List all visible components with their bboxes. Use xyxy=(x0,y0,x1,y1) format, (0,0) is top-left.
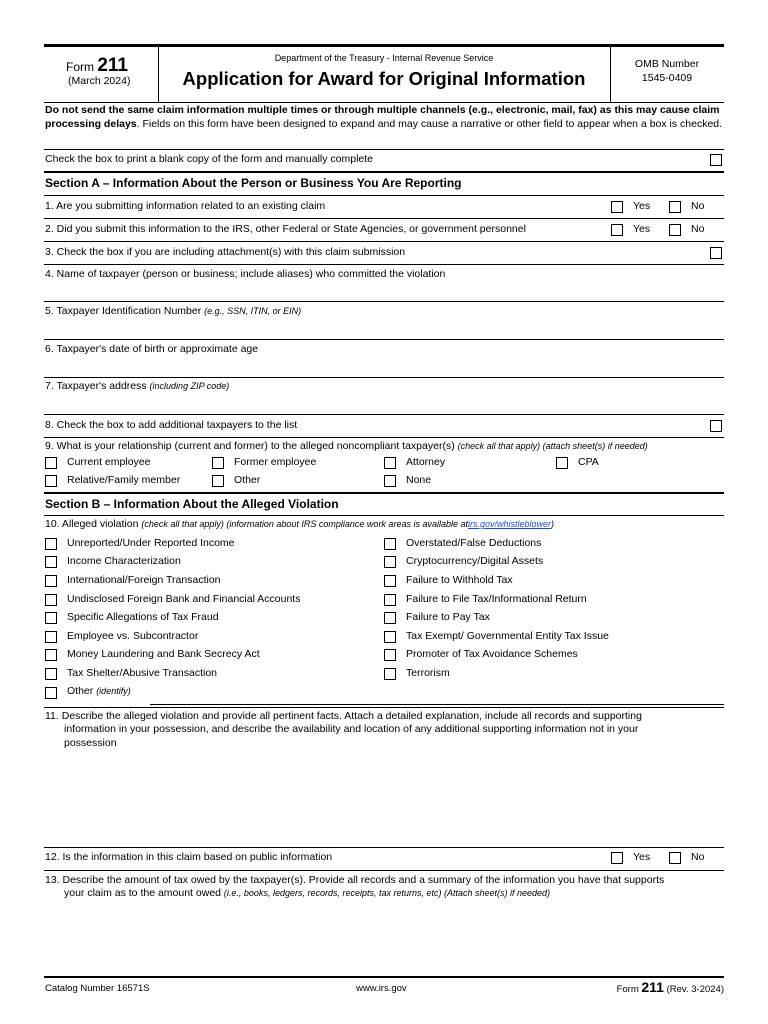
q12-yes-checkbox[interactable] xyxy=(611,852,623,864)
violation-left-label: Income Characterization xyxy=(67,555,181,567)
rule xyxy=(44,437,724,438)
rel-former-employee-checkbox[interactable] xyxy=(212,457,224,469)
rule xyxy=(44,515,724,516)
footer-rev: (Rev. 3-2024) xyxy=(666,984,724,995)
rule xyxy=(44,492,724,494)
rel-attorney-checkbox[interactable] xyxy=(384,457,396,469)
q5-label xyxy=(45,305,301,318)
violation-right-checkbox[interactable] xyxy=(384,649,396,661)
rel-relative-checkbox[interactable] xyxy=(45,475,57,487)
q11-description-field[interactable] xyxy=(44,752,724,846)
rule xyxy=(44,149,724,150)
header-divider-left xyxy=(158,46,159,102)
violation-other-field[interactable] xyxy=(150,704,724,705)
footer-form-word: Form xyxy=(616,984,639,995)
violation-right-label: Failure to Withhold Tax xyxy=(406,574,513,586)
q12-label: 12. Is the information in this claim based on public information xyxy=(45,851,333,863)
violation-left-label: Unreported/Under Reported Income xyxy=(67,537,235,549)
q1-no-checkbox[interactable] xyxy=(669,201,681,213)
notice-bold: Do not send the same claim information multiple times or through multiple channels (e.g., electronic, mail, fax) as this may cause claim processing delays xyxy=(45,104,720,130)
catalog-number: Catalog Number 16571S xyxy=(45,983,150,994)
q7-hint: (including ZIP code) xyxy=(149,381,230,391)
rule xyxy=(44,870,724,871)
agency-name: Department of the Treasury - Internal Revenue Service xyxy=(274,53,494,63)
header-bottom-rule xyxy=(44,102,724,103)
violation-right-checkbox[interactable] xyxy=(384,575,396,587)
violation-right-label: Cryptocurrency/Digital Assets xyxy=(406,555,544,567)
q1-label: 1. Are you submitting information related to an existing claim xyxy=(45,200,326,212)
q11-line2: information in your possession, and describe the availability and location of any additional supporting information not in your xyxy=(64,723,639,735)
violation-right-label: Failure to Pay Tax xyxy=(406,611,490,623)
q11-line3: possession xyxy=(64,737,117,749)
rel-current-employee-checkbox[interactable] xyxy=(45,457,57,469)
rel-none-label: None xyxy=(406,474,432,486)
q4-label: 4. Name of taxpayer (person or business; include aliases) who committed the violation xyxy=(45,268,446,280)
q8-add-taxpayers-checkbox[interactable] xyxy=(710,420,722,432)
q9-text: 9. What is your relationship (current and former) to the alleged noncompliant taxpayer(s) xyxy=(45,440,455,452)
footer-rule xyxy=(44,976,724,978)
violation-other-label xyxy=(67,685,131,698)
blank-copy-label: Check the box to print a blank copy of the form and manually complete xyxy=(45,153,374,165)
rel-relative-label: Relative/Family member xyxy=(67,474,181,486)
violation-right-label: Promoter of Tax Avoidance Schemes xyxy=(406,648,578,660)
rule xyxy=(44,218,724,219)
violation-right-checkbox[interactable] xyxy=(384,594,396,606)
q1-yes-label: Yes xyxy=(633,200,651,212)
form-word: Form xyxy=(66,60,94,74)
q1-yes-checkbox[interactable] xyxy=(611,201,623,213)
form-id xyxy=(66,55,128,77)
violation-left-label: Tax Shelter/Abusive Transaction xyxy=(67,667,217,679)
violation-left-checkbox[interactable] xyxy=(45,594,57,606)
violation-right-checkbox[interactable] xyxy=(384,668,396,680)
q13-line2 xyxy=(64,887,550,900)
violation-right-checkbox[interactable] xyxy=(384,556,396,568)
q8-label: 8. Check the box to add additional taxpayers to the list xyxy=(45,419,298,431)
q10-close: ) xyxy=(551,519,555,529)
violation-right-label: Tax Exempt/ Governmental Entity Tax Issue xyxy=(406,630,609,642)
q2-yes-label: Yes xyxy=(633,223,651,235)
omb-number: 1545-0409 xyxy=(641,72,693,84)
section-b-title: Section B – Information About the Alleged Violation xyxy=(45,497,339,511)
omb-label: OMB Number xyxy=(634,58,700,70)
footer-form-number: 211 xyxy=(641,979,664,995)
q10-text: 10. Alleged violation xyxy=(45,518,139,530)
q9-hint: (check all that apply) (attach sheet(s) if needed) xyxy=(457,441,648,451)
violation-right-checkbox[interactable] xyxy=(384,631,396,643)
q11-line1: 11. Describe the alleged violation and provide all pertinent facts. Attach a detailed explanation, include all records and supporting xyxy=(45,710,642,722)
rel-other-checkbox[interactable] xyxy=(212,475,224,487)
q13-amount-field[interactable] xyxy=(44,902,724,974)
form-date: (March 2024) xyxy=(68,75,131,87)
violation-right-checkbox[interactable] xyxy=(384,538,396,550)
q6-dob-field[interactable] xyxy=(44,377,724,378)
violation-left-checkbox[interactable] xyxy=(45,556,57,568)
rel-current-employee-label: Current employee xyxy=(67,456,151,468)
form-number: 211 xyxy=(97,55,128,76)
header-divider-right xyxy=(610,46,611,102)
q7-address-field[interactable] xyxy=(44,414,724,415)
rule xyxy=(44,241,724,242)
q9-label xyxy=(45,440,648,453)
rel-attorney-label: Attorney xyxy=(406,456,446,468)
rule xyxy=(44,707,724,708)
q3-attachment-checkbox[interactable] xyxy=(710,247,722,259)
form-title: Application for Award for Original Information xyxy=(182,68,586,89)
footer-form-id xyxy=(617,979,724,995)
violation-left-label: International/Foreign Transaction xyxy=(67,574,221,586)
section-a-title: Section A – Information About the Person or Business You Are Reporting xyxy=(45,176,462,190)
q2-no-checkbox[interactable] xyxy=(669,224,681,236)
other-text: Other xyxy=(67,685,94,697)
q10-label xyxy=(45,518,554,531)
q12-yes-label: Yes xyxy=(633,851,651,863)
notice-rest: . Fields on this form have been designed to expand and may cause a narrative or other field to appear when a box is checked. xyxy=(136,117,723,130)
violation-left-checkbox[interactable] xyxy=(45,668,57,680)
rule xyxy=(44,171,724,173)
violation-left-checkbox[interactable] xyxy=(45,631,57,643)
rel-cpa-checkbox[interactable] xyxy=(556,457,568,469)
rel-other-label: Other xyxy=(234,474,261,486)
q10-hint: (check all that apply) (information about IRS compliance work areas is available at xyxy=(141,519,468,529)
notice xyxy=(45,104,725,131)
q2-no-label: No xyxy=(691,223,705,235)
q3-label: 3. Check the box if you are including attachment(s) with this claim submission xyxy=(45,246,406,258)
q7-text: 7. Taxpayer's address xyxy=(45,380,147,392)
violation-right-label: Overstated/False Deductions xyxy=(406,537,542,549)
violation-right-checkbox[interactable] xyxy=(384,612,396,624)
q7-label xyxy=(45,380,229,393)
q13-hint: (i.e., books, ledgers, records, receipts, tax returns, etc) (Attach sheet(s) if needed) xyxy=(223,888,551,898)
q12-no-checkbox[interactable] xyxy=(669,852,681,864)
q13-text: your claim as to the amount owed xyxy=(64,887,221,899)
rule xyxy=(44,847,724,848)
q12-no-label: No xyxy=(691,851,705,863)
rule xyxy=(44,195,724,196)
header-top-rule xyxy=(44,44,724,47)
violation-right-label: Terrorism xyxy=(406,667,450,679)
rel-cpa-label: CPA xyxy=(578,456,599,468)
rule xyxy=(44,264,724,265)
violation-left-checkbox[interactable] xyxy=(45,575,57,587)
q1-no-label: No xyxy=(691,200,705,212)
violation-left-label: Employee vs. Subcontractor xyxy=(67,630,199,642)
q6-label: 6. Taxpayer's date of birth or approximate age xyxy=(45,343,259,355)
q5-hint: (e.g., SSN, ITIN, or EIN) xyxy=(204,306,302,316)
other-hint: (identify) xyxy=(96,686,131,696)
violation-right-label: Failure to File Tax/Informational Return xyxy=(406,593,587,605)
violation-left-label: Undisclosed Foreign Bank and Financial Accounts xyxy=(67,593,301,605)
violation-left-label: Money Laundering and Bank Secrecy Act xyxy=(67,648,260,660)
violation-other-checkbox[interactable] xyxy=(45,687,57,699)
violation-left-checkbox[interactable] xyxy=(45,649,57,661)
rel-none-checkbox[interactable] xyxy=(384,475,396,487)
violation-left-label: Specific Allegations of Tax Fraud xyxy=(67,611,219,623)
q4-taxpayer-name-field[interactable] xyxy=(44,301,724,302)
q13-line1: 13. Describe the amount of tax owed by the taxpayer(s). Provide all records and a summary of the information you have that supports xyxy=(45,874,665,886)
blank-copy-checkbox[interactable] xyxy=(710,154,722,166)
rel-former-employee-label: Former employee xyxy=(234,456,317,468)
whistleblower-link[interactable]: irs.gov/whistleblower xyxy=(467,519,552,529)
q2-yes-checkbox[interactable] xyxy=(611,224,623,236)
q2-label: 2. Did you submit this information to the IRS, other Federal or State Agencies, or government personnel xyxy=(45,223,526,235)
q5-text: 5. Taxpayer Identification Number xyxy=(45,305,202,317)
q5-tin-field[interactable] xyxy=(44,339,724,340)
violation-left-checkbox[interactable] xyxy=(45,538,57,550)
irs-website: www.irs.gov xyxy=(356,983,407,994)
violation-left-checkbox[interactable] xyxy=(45,612,57,624)
